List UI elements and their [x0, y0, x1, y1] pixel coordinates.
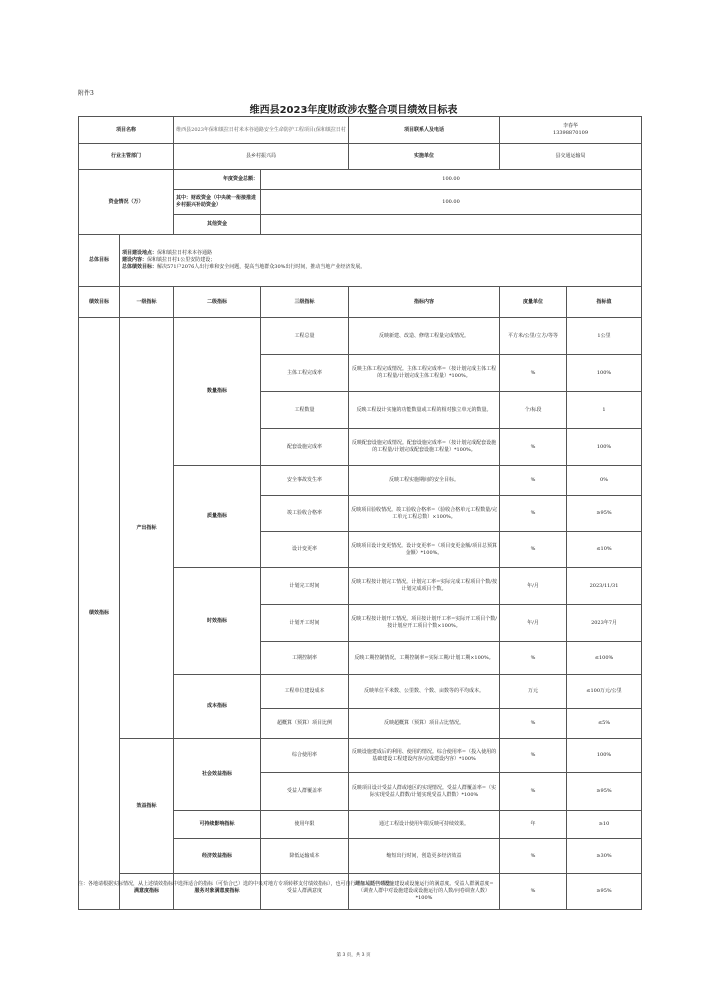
header-level2: 二级指标 — [174, 287, 261, 318]
indicator-name: 受益人群满意度 — [261, 874, 349, 910]
indicator-content: 反映新建、改造、修缮工程量完成情况。 — [349, 318, 500, 355]
indicator-name: 工期控制率 — [261, 642, 349, 675]
indicator-value: 100% — [567, 355, 642, 392]
indicator-name: 计划开工时间 — [261, 605, 349, 642]
indicator-unit: % — [500, 532, 567, 568]
page-title: 维西县2023年度财政涉农整合项目绩效目标表 — [249, 105, 458, 116]
service-indicator-label: 服务对象满意度指标 — [174, 874, 261, 910]
header-level1: 一级指标 — [120, 287, 174, 318]
indicator-name: 受益人群覆盖率 — [261, 773, 349, 811]
project-name: 维西县2023年保和镇拉日村米本谷通路安全生命防护工程项目(保和镇拉日村 — [174, 117, 349, 144]
goal-location: 保和镇拉日村米本谷通路 — [157, 250, 213, 257]
indicator-unit: 平方米/公里/立方/等等 — [500, 318, 567, 355]
indicator-name: 工程数量 — [261, 392, 349, 429]
other-funds-value — [261, 215, 642, 235]
indicator-content: 调查人群中对设施建设或设施运行的满意度。受益人群满意度=（调查人群中对设施建设或设施运行的人数/问卷调查人数）*100% — [349, 874, 500, 910]
indicator-content: 反映项目设计受益人群或地区的实现情况。受益人群覆盖率=（实际实现受益人群数/计划实现受益人群数）*100% — [349, 773, 500, 811]
indicator-content: 反映工期控制情况。工期控制率=实际工期/计划工期×100%。 — [349, 642, 500, 675]
performance-table — [78, 116, 642, 910]
goal-content — [120, 235, 642, 287]
indicator-value: ≤5% — [567, 709, 642, 739]
indicator-name: 主体工程完成率 — [261, 355, 349, 392]
satisfaction-indicator-label: 满意度指标 — [120, 874, 174, 910]
indicator-value: ≤10% — [567, 532, 642, 568]
indicator-unit: % — [500, 739, 567, 773]
indicator-value: 100% — [567, 429, 642, 466]
indicator-name: 计划完工时间 — [261, 568, 349, 605]
indicator-name: 安全事故发生率 — [261, 466, 349, 496]
indicator-value: 2023/11/31 — [567, 568, 642, 605]
indicator-unit: % — [500, 429, 567, 466]
indicator-name: 综合使用率 — [261, 739, 349, 773]
indicator-content: 反映项目设计变更情况。设计变更率=（项目变更金额/项目总预算金额）*100%。 — [349, 532, 500, 568]
funds-row-annual — [79, 170, 642, 190]
indicator-value: 2023年7月 — [567, 605, 642, 642]
timeliness-indicator-label: 时效指标 — [174, 568, 261, 675]
benefit-indicator-label: 效益指标 — [120, 739, 174, 874]
contact-label: 项目联系人及电话 — [349, 117, 500, 144]
output-indicator-label: 产出指标 — [120, 318, 174, 739]
indicator-value: ≥10 — [567, 811, 642, 839]
header-unit: 度量单位 — [500, 287, 567, 318]
indicator-value: ≥95% — [567, 874, 642, 910]
dept-value: 县乡村振兴局 — [174, 144, 349, 170]
indicator-unit: % — [500, 874, 567, 910]
indicator-content: 反映工程按计划开工情况。项目按计划开工率=实际开工项目个数/按计划应开工项目个数×100%。 — [349, 605, 500, 642]
goal-content-text: 保和镇拉日村1公里安防建设； — [147, 257, 216, 264]
special-funds-value: 100.00 — [261, 190, 642, 215]
annual-funds-value: 100.00 — [261, 170, 642, 190]
sustain-indicator-label: 可持续影响指标 — [174, 811, 261, 839]
indicator-value: 100% — [567, 739, 642, 773]
impl-value: 县交通运输局 — [500, 144, 642, 170]
indicator-name: 降低运输成本 — [261, 839, 349, 874]
page-number: 第 3 页，共 3 页 — [336, 953, 371, 958]
indicator-unit: % — [500, 466, 567, 496]
indicator-unit: % — [500, 355, 567, 392]
indicator-unit: % — [500, 642, 567, 675]
indicator-content: 通过工程设计使用年限反映可持续效果。 — [349, 811, 500, 839]
goal-location-label: 项目建设地点： — [122, 250, 158, 257]
quantity-indicator-label: 数量指标 — [174, 318, 261, 466]
social-indicator-label: 社会效益指标 — [174, 739, 261, 811]
indicator-value: ≥95% — [567, 496, 642, 532]
header-perf: 绩效目标 — [79, 287, 120, 318]
other-funds-label: 其他资金 — [174, 215, 261, 235]
cost-indicator-label: 成本指标 — [174, 675, 261, 739]
indicator-name: 超概算（预算）项目比例 — [261, 709, 349, 739]
goal-target-label: 总体绩效目标： — [122, 263, 158, 270]
indicator-content: 反映设施建成后的利用、使用的情况。综合使用率=（投入使用的基础建设工程建设内容/完成建设内容）*100% — [349, 739, 500, 773]
header-value: 指标值 — [567, 287, 642, 318]
indicator-name: 工程单位建设成本 — [261, 675, 349, 709]
indicator-content: 反映配套设施完成情况。配套设施完成率=（按计划完成配套设施的工程量/计划完成配套设施工程量）*100%。 — [349, 429, 500, 466]
indicator-content: 反映工程按计划完工情况。计划完工率=实际完成工程项目个数/按计划完成项目个数。 — [349, 568, 500, 605]
goal-row — [79, 235, 642, 287]
indicator-value: ≥30% — [567, 839, 642, 874]
indicator-unit: % — [500, 709, 567, 739]
goal-label: 总体目标 — [79, 235, 120, 287]
funds-label: 资金情况（万） — [79, 170, 174, 235]
table-row — [79, 739, 642, 773]
indicator-unit: % — [500, 496, 567, 532]
impl-label: 实施单位 — [349, 144, 500, 170]
indicator-name: 配套设施完成率 — [261, 429, 349, 466]
indicator-content: 反映超概算（预算）项目占比情况。 — [349, 709, 500, 739]
economic-indicator-label: 经济效益指标 — [174, 839, 261, 874]
goal-content-label: 建设内容： — [122, 257, 148, 264]
indicator-content: 反映单位平米数、公里数、个数、亩数等的平均成本。 — [349, 675, 500, 709]
indicator-value: ≤100% — [567, 642, 642, 675]
indicator-unit: 个/标段 — [500, 392, 567, 429]
perf-indicator-label: 绩效指标 — [79, 318, 120, 910]
indicator-value: ≤100万元/公里 — [567, 675, 642, 709]
dept-row — [79, 144, 642, 170]
goal-target: 解决571户2076人出行难和安全问题，提高当地群众30%出行时间，推动当地产业经济发展。 — [157, 263, 366, 270]
indicator-value: 0% — [567, 466, 642, 496]
indicator-unit: 年/月 — [500, 605, 567, 642]
indicator-unit: % — [500, 839, 567, 874]
footnote: 注：各地请根据实际情况，从上述绩效指标中选择适合的指标（可恰合已）选的中央对地方专项转移支付绩效指标），也可自行增加或适当调整。 — [78, 881, 396, 887]
dept-label: 行业主管部门 — [79, 144, 174, 170]
indicator-unit: 年/月 — [500, 568, 567, 605]
indicator-content: 反映工程实施期间的安全目标。 — [349, 466, 500, 496]
indicator-name: 工程总量 — [261, 318, 349, 355]
indicator-content: 反映工程设计实施的功能数量或工程的相对独立单元的数量。 — [349, 392, 500, 429]
indicator-value: 1公里 — [567, 318, 642, 355]
annual-funds-label: 年度资金总额： — [174, 170, 261, 190]
header-level3: 三级指标 — [261, 287, 349, 318]
indicator-content: 反映项目验收情况。竣工验收合格率=（验收合格单元工程数量/完工单元工程总数）×100%。 — [349, 496, 500, 532]
header-content: 指标内容 — [349, 287, 500, 318]
indicator-name: 使用年限 — [261, 811, 349, 839]
indicator-unit: 年 — [500, 811, 567, 839]
table-row — [79, 874, 642, 910]
special-funds-label: 其中：财政资金（中央统一衔接推进乡村振兴补助资金） — [174, 190, 261, 215]
contact-value: 李春华 13398870109 — [500, 117, 642, 144]
indicator-unit: 万元 — [500, 675, 567, 709]
indicator-content: 反映主体工程完成情况。主体工程完成率=（按计划完成主体工程的工程量/计划完成主体工程量）*100%。 — [349, 355, 500, 392]
indicator-name: 设计变更率 — [261, 532, 349, 568]
project-name-label: 项目名称 — [79, 117, 174, 144]
table-row — [79, 318, 642, 355]
indicator-value: 1 — [567, 392, 642, 429]
indicator-content: 缩短出行时间，创造更多经济效益 — [349, 839, 500, 874]
attachment-label: 附件3 — [78, 90, 94, 97]
indicator-name: 竣工验收合格率 — [261, 496, 349, 532]
quality-indicator-label: 质量指标 — [174, 466, 261, 568]
indicator-unit: % — [500, 773, 567, 811]
indicator-value: ≥95% — [567, 773, 642, 811]
header-row — [79, 287, 642, 318]
project-row — [79, 117, 642, 144]
